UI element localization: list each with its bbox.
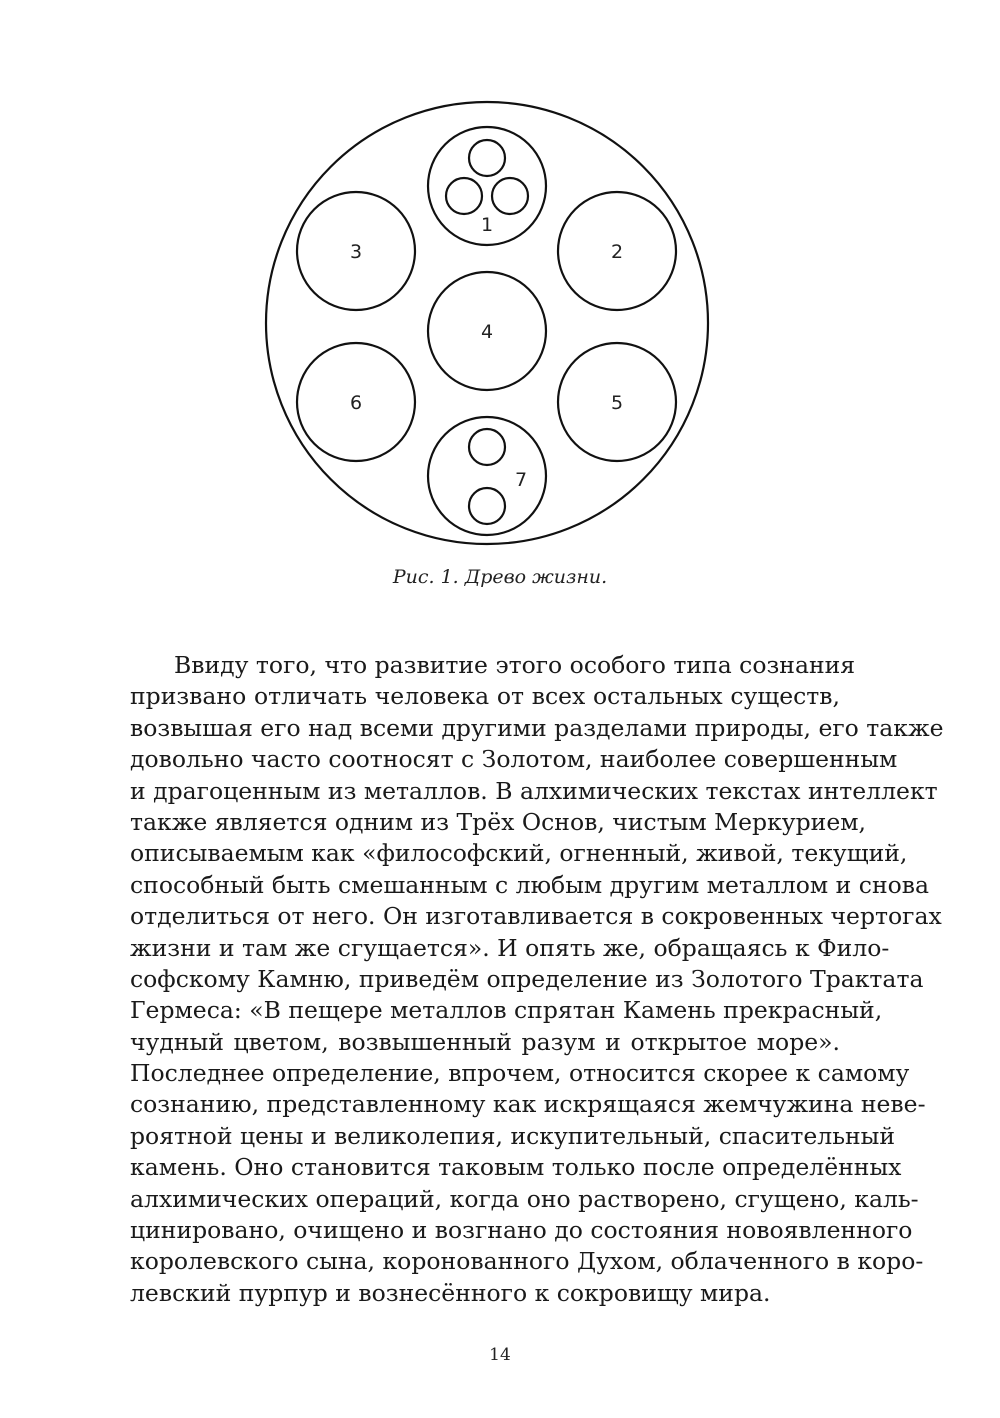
text-line: цинировано, очищено и возгнано до состояния новоявленного <box>130 1216 913 1245</box>
label-7: 7 <box>514 469 528 491</box>
text-line: роятной цены и великолепия, искупительный, спасительный <box>130 1121 896 1150</box>
text-line: Последнее определение, впрочем, относится скорее к самому <box>130 1059 910 1088</box>
text-line: жизни и там же сгущается». И опять же, обращаясь к Фило- <box>130 933 890 962</box>
text-line: способный быть смешанным с любым другим металлом и снова <box>130 870 930 899</box>
circle-7-inner-bottom <box>469 488 505 524</box>
text-line: Ввиду того, что развитие этого особого типа сознания <box>174 651 856 679</box>
text-line: чудный цветом, возвышенный разум и открытое море». <box>130 1027 840 1056</box>
text-line: также является одним из Трёх Основ, чистым Меркурием, <box>130 807 866 836</box>
body-paragraph <box>130 650 944 1309</box>
label-2: 2 <box>610 241 624 263</box>
text-line: Гермеса: «В пещере металлов спрятан Камень прекрасный, <box>130 996 883 1025</box>
page-number: 14 <box>489 1345 511 1365</box>
text-line: алхимических операций, когда оно растворено, сгущено, каль- <box>130 1184 919 1213</box>
text-line: софскому Камню, приведём определение из Золотого Трактата <box>130 964 924 993</box>
label-1: 1 <box>480 214 494 236</box>
figure-caption: Рис. 1. Древо жизни. <box>392 566 608 588</box>
circle-1-inner-left <box>446 178 482 214</box>
circle-7 <box>428 417 546 535</box>
text-line: сознанию, представленному как искрящаяся жемчужина неве- <box>130 1090 926 1119</box>
circle-1-inner-top <box>469 140 505 176</box>
label-3: 3 <box>349 241 363 263</box>
text-line: отделиться от него. Он изготавливается в сокровенных чертогах <box>130 902 942 931</box>
text-line: довольно часто соотносят с Золотом, наиболее совершенным <box>130 745 898 774</box>
text-line: королевского сына, коронованного Духом, облаченного в коро- <box>130 1247 924 1276</box>
text-line: и драгоценным из металлов. В алхимических текстах интеллект <box>130 776 938 805</box>
label-6: 6 <box>349 392 363 414</box>
label-5: 5 <box>610 392 624 414</box>
text-line: описываемым как «философский, огненный, живой, текущий, <box>130 839 908 868</box>
label-4: 4 <box>480 321 494 343</box>
diagram-svg <box>264 99 712 547</box>
text-line: левский пурпур и вознесённого к сокровищу мира. <box>130 1278 771 1307</box>
text-line: призвано отличать человека от всех остальных существ, <box>130 682 840 711</box>
text-line: возвышая его над всеми другими разделами природы, его также <box>130 713 944 742</box>
circle-7-inner-top <box>469 429 505 465</box>
tree-of-life-diagram <box>264 99 712 547</box>
text-line: камень. Оно становится таковым только после определённых <box>130 1153 902 1182</box>
circle-1-inner-right <box>492 178 528 214</box>
